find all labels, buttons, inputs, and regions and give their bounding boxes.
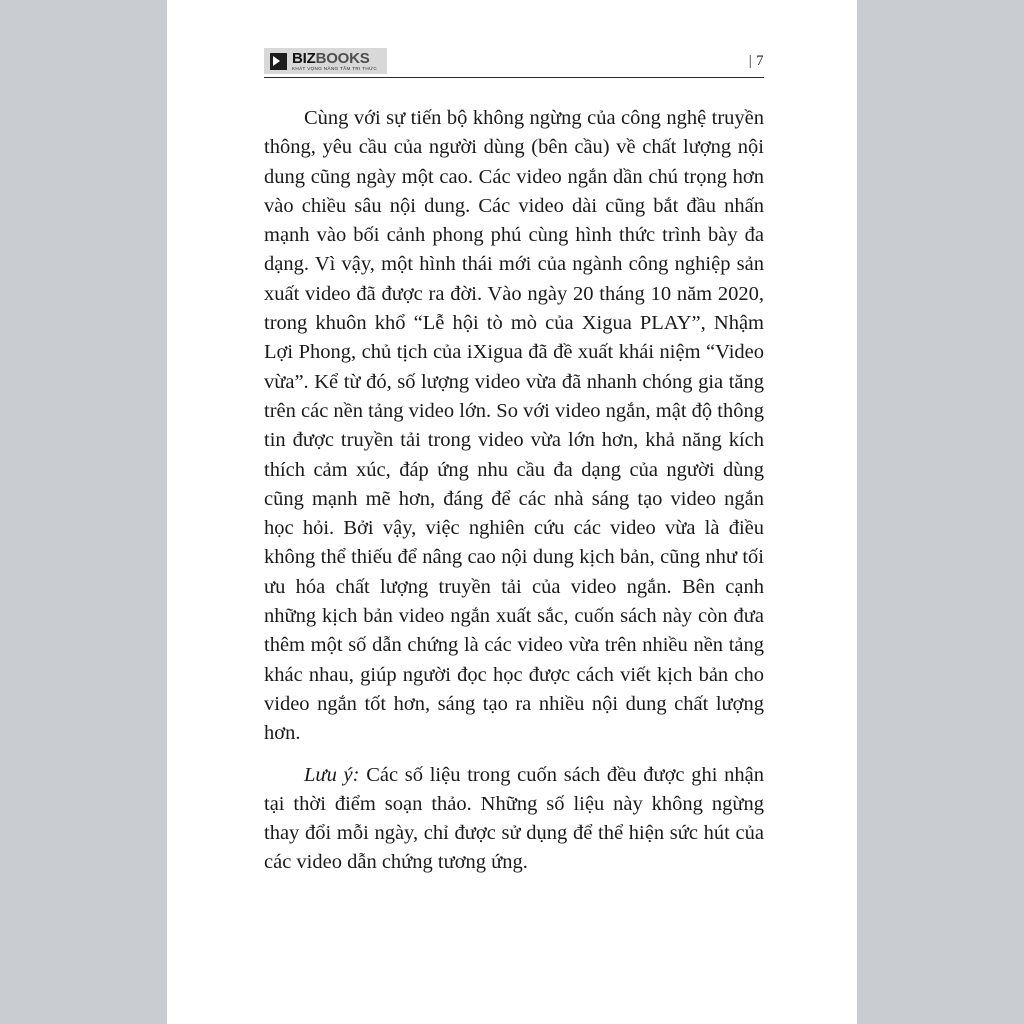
- publisher-name-light: BOOKS: [315, 49, 370, 67]
- publisher-logo-text: [292, 51, 377, 72]
- paragraph-2-text: Các số liệu trong cuốn sách đều được ghi nhận tại thời điểm soạn thảo. Những số liệu này không ngừng thay đổi mỗi ngày, chỉ được sử dụng để thể hiện sức hút của các video dẫn chứng tương ứng.: [264, 763, 764, 874]
- page-content: [264, 40, 764, 878]
- book-play-icon: [270, 53, 287, 70]
- book-page: [167, 0, 857, 1024]
- publisher-tagline: KHÁT VỌNG NÂNG TẦM TRI THỨC: [292, 65, 378, 71]
- publisher-name: [292, 51, 377, 66]
- publisher-name-bold: BIZ: [292, 49, 316, 67]
- page-body: [264, 104, 764, 878]
- paragraph-1-text: Cùng với sự tiến bộ không ngừng của công nghệ truyền thông, yêu cầu của người dùng (bên cầu) về chất lượng nội dung cũng ngày một cao. Các video ngắn dần chú trọng hơn vào chiều sâu nội dung. Các video dài cũng bắt đầu nhấn mạnh vào bối cảnh phong phú cùng hình thức trình bày đa dạng. Vì vậy, một hình thái mới của ngành công nghiệp sản xuất video đã được ra đời. Vào ngày 20 tháng 10 năm 2020, trong khuôn khổ “Lễ hội tò mò của Xigua PLAY”, Nhậm Lợi Phong, chủ tịch của iXigua đã đề xuất khái niệm “Video vừa”. Kể từ đó, số lượng video vừa đã nhanh chóng gia tăng trên các nền tảng video lớn. So với video ngắn, mật độ thông tin được truyền tải trong video vừa lớn hơn, khả năng kích thích cảm xúc, đáp ứng nhu cầu đa dạng của người dùng cũng mạnh mẽ hơn, đáng để các nhà sáng tạo video ngắn học hỏi. Bởi vậy, việc nghiên cứu các video vừa là điều không thể thiếu để nâng cao nội dung kịch bản, cũng như tối ưu hóa chất lượng truyền tải của video ngắn. Bên cạnh những kịch bản video ngắn xuất sắc, cuốn sách này còn đưa thêm một số dẫn chứng là các video vừa trên nhiều nền tảng khác nhau, giúp người đọc học được cách viết kịch bản cho video ngắn tốt hơn, sáng tạo ra nhiều nội dung chất lượng hơn.: [264, 107, 764, 745]
- paragraph-2-lead: Lưu ý:: [304, 763, 360, 786]
- page-number: | 7: [748, 53, 764, 69]
- paragraph-2: [264, 761, 764, 878]
- paragraph-1: [264, 104, 764, 749]
- page-header: [264, 40, 764, 78]
- publisher-logo: [264, 48, 387, 74]
